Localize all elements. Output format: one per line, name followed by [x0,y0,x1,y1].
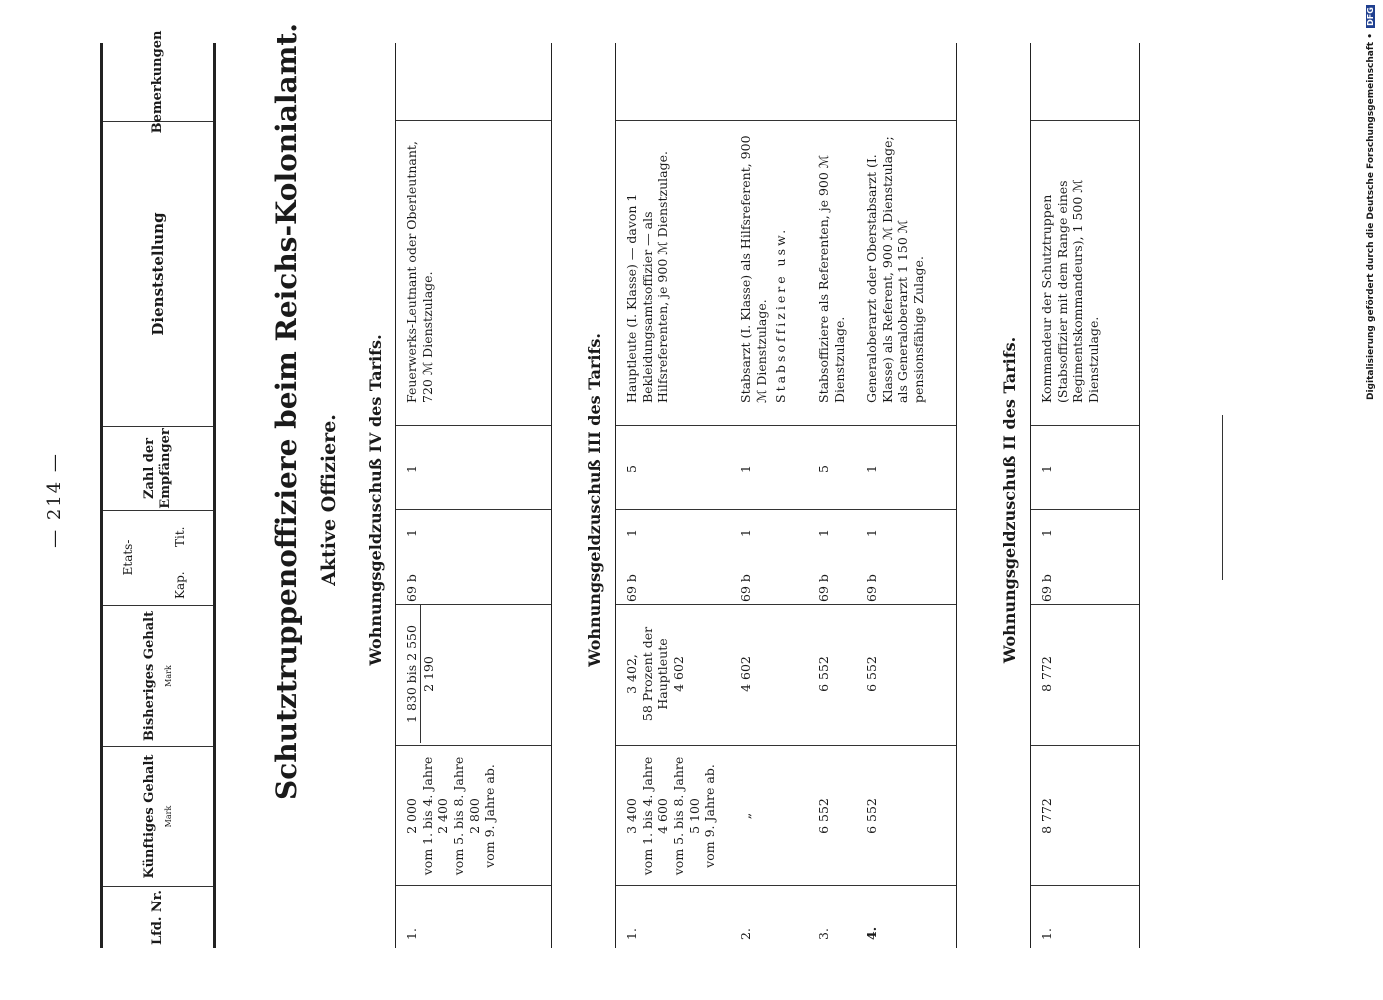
table-header [100,30,216,948]
page-subtitle: Aktive Offiziere. [318,414,340,586]
footer-credit: Digitalisierung gefördert durch die Deutsche Forschungsgemeinschaft • DFG [1366,7,1376,400]
table-section: 1. 3 400 vom 1. bis 4. Jahre 4 600 vom 5. bis 8. Jahre 5 100 vom 9. Jahre ab. 3 402, 58 Prozent der Hauptleute 4 602 69 b 1 5 Hauptleute (I. Klasse) — davon 1 Bekleidungsamtsoffizier — als Hilfsreferenten, je 900 ℳ Dienstzulage. 2. „ 4 602 69 b 1 1 Stabsarzt (I. Klasse) als Hilfsreferent, 900 ℳ Dienstzulage. Stabsoffiziere usw. 3. 6 552 6 552 69 b 1 5 Stabsoffiziere als Referenten, je 900 ℳ Dienstzulage. 4. 6 552 6 552 69 b 1 1 Generaloberarzt oder Oberstabsarzt (I. Klasse) als Referent, 900 ℳ Dienstzulage; als Generaloberarzt 1 150 ℳ pensionsfähige Zulage. [615,43,957,948]
divider-line [1222,415,1225,580]
section-heading: Wohnungsgeldzuschuß IV des Tarifs. [366,334,385,666]
service-position: Kommandeur der Schutztruppen (Stabsoffizier mit dem Range eines Regimentskommandeurs), 1 500 ℳ Dienstzulage. [1039,179,1101,403]
header-bemerkungen: Bemerkungen [150,30,166,134]
section-heading: Wohnungsgeldzuschuß III des Tarifs. [585,333,604,667]
service-position: Generaloberarzt oder Oberstabsarzt (I. Klasse) als Referent, 900 ℳ Dienstzulage; als Generaloberarzt 1 150 ℳ pensionsfähige Zulage. [864,136,926,403]
previous-salary: 1 830 bis 2 550 2 190 [404,605,436,743]
service-position: Stabsarzt (I. Klasse) als Hilfsreferent, 900 ℳ Dienstzulage. Stabsoffiziere usw. [738,135,789,403]
table-section: 1. 2 000 vom 1. bis 4. Jahre 2 400 vom 5. bis 8. Jahre 2 800 vom 9. Jahre ab. 1 830 bis 2 550 2 190 69 b 1 1 Feuerwerks-Leutnant oder Oberleutnant, 720 ℳ Dienstzulage. [395,43,552,948]
service-position: Hauptleute (I. Klasse) — davon 1 Bekleidungsamtsoffizier — als Hilfsreferenten, je 900 ℳ Dienstzulage. [624,151,671,403]
future-salary: 2 000 vom 1. bis 4. Jahre 2 400 vom 5. bis 8. Jahre 2 800 vom 9. Jahre ab. [404,756,498,876]
header-zahl-empfaenger: Zahl der Empfänger [103,426,213,510]
section-heading: Wohnungsgeldzuschuß II des Tarifs. [1000,336,1019,664]
header-kuenftiges-gehalt: Künftiges Gehalt Mark [103,746,213,886]
previous-salary: 3 402, 58 Prozent der Hauptleute 4 602 [624,626,686,722]
header-etats: Etats- Kap. Tit. [103,510,213,605]
header-dienststellung: Dienststellung [103,121,213,426]
header-bisheriges-gehalt: Bisheriges Gehalt Mark [103,605,213,746]
service-position: Feuerwerks-Leutnant oder Oberleutnant, 720 ℳ Dienstzulage. [404,141,435,403]
service-position: Stabsoffiziere als Referenten, je 900 ℳ Dienstzulage. [816,154,847,403]
page-number: — 214 — [44,452,65,548]
future-salary: 3 400 vom 1. bis 4. Jahre 4 600 vom 5. bis 8. Jahre 5 100 vom 9. Jahre ab. [624,756,718,876]
page-title: Schutztruppenoffiziere beim Reichs-Kolonialamt. [270,23,303,800]
table-section: 1. 8 772 8 772 69 b 1 1 Kommandeur der Schutztruppen (Stabsoffizier mit dem Range eines Regimentskommandeurs), 1 500 ℳ Dienstzulage. [1030,43,1140,948]
header-lfd-nr: Lfd. Nr. [103,886,213,948]
dfg-logo: DFG [1366,7,1375,26]
